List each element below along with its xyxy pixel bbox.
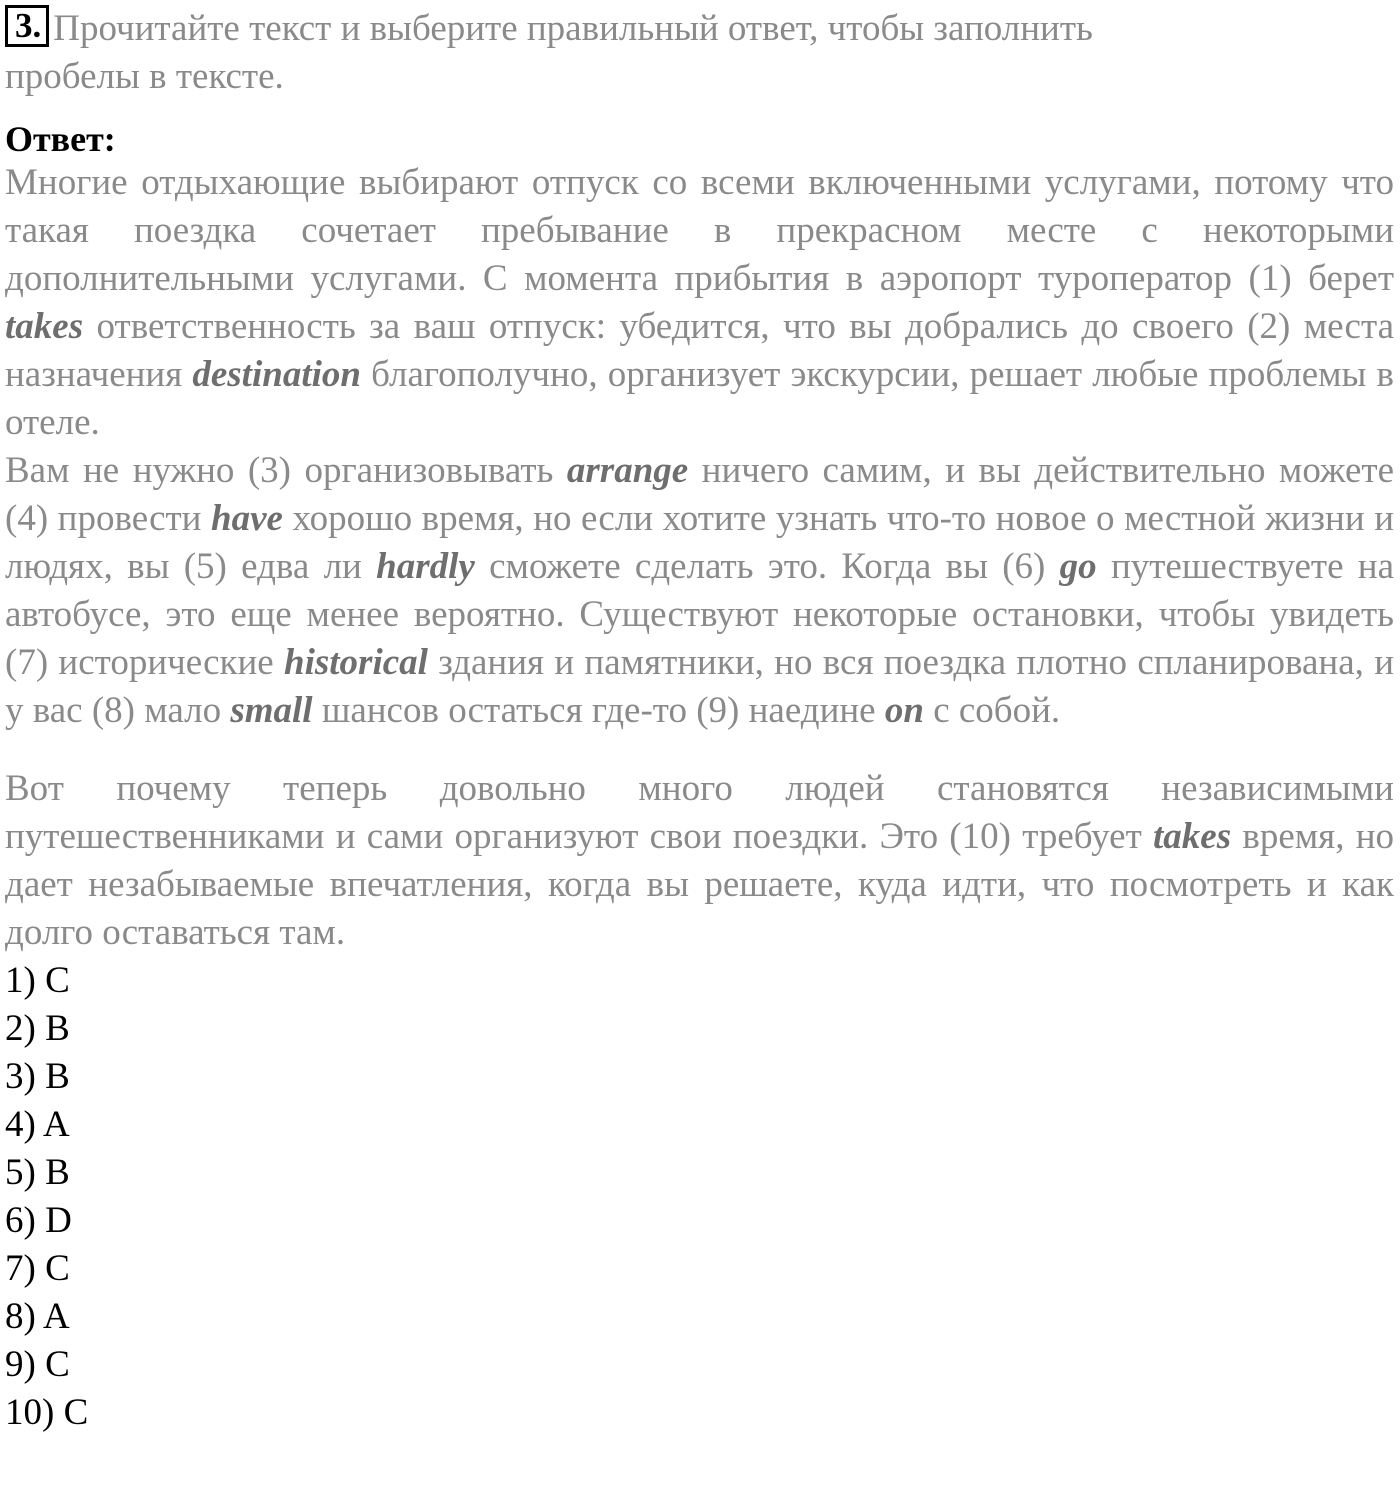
answer-word-8: small bbox=[230, 690, 313, 731]
answer-word-3: arrange bbox=[566, 450, 689, 491]
answer-item-7: 7) C bbox=[5, 1248, 70, 1289]
answer-word-2: destination bbox=[192, 354, 361, 395]
paragraph-3-text-2: время, но дает незабываемые впечатления, когда вы решаете, куда идти, что посмотреть и как долго оставаться там. bbox=[5, 816, 1394, 953]
paragraph-2-text-7: шансов остаться где-то (9) наедине bbox=[312, 690, 885, 731]
paragraph-3-text-1: Вот почему теперь довольно много людей становятся независимыми путешественниками и сами организуют свои поездки. Это (10) требует bbox=[5, 768, 1394, 857]
task-number-box: 3. bbox=[5, 5, 49, 47]
task-instruction-line1: Прочитайте текст и выберите правильный ответ, чтобы заполнить bbox=[53, 8, 1093, 49]
answer-item-4: 4) A bbox=[5, 1104, 70, 1145]
paragraph-2-text-4: сможете сделать это. Когда вы (6) bbox=[474, 546, 1060, 587]
document-page bbox=[0, 5, 1400, 1499]
paragraph-1-text-3: благополучно, организует экскурсии, решает любые проблемы в отеле. bbox=[5, 354, 1394, 443]
paragraph-2-text-6: здания и памятники, но вся поездка плотно спланирована, и у вас (8) мало bbox=[5, 642, 1394, 731]
answer-word-1: takes bbox=[5, 306, 84, 347]
answer-word-5: hardly bbox=[376, 546, 475, 587]
paragraph-1-text-1: Многие отдыхающие выбирают отпуск со всеми включенными услугами, потому что такая поездка сочетает пребывание в прекрасном месте с некоторыми дополнительными услугами. С момента прибытия в аэропорт туроператор (1) берет bbox=[5, 162, 1394, 299]
paragraph-1 bbox=[5, 159, 1394, 447]
answer-item-8: 8) A bbox=[5, 1296, 70, 1337]
answer-item-10: 10) C bbox=[5, 1392, 89, 1433]
paragraph-2-text-2: ничего самим, и вы действительно можете (4) провести bbox=[5, 450, 1395, 539]
paragraph-2-text-8: с собой. bbox=[923, 690, 1061, 731]
answer-item-3: 3) B bbox=[5, 1056, 70, 1097]
answer-word-9: on bbox=[884, 690, 924, 731]
answer-word-7: historical bbox=[284, 642, 428, 683]
answer-label: Ответ: bbox=[5, 119, 116, 159]
answer-word-10: takes bbox=[1153, 816, 1232, 857]
paragraph-1-text-2: ответственность за ваш отпуск: убедится, что вы добрались до своего (2) места назначения bbox=[5, 306, 1394, 395]
answer-item-6: 6) D bbox=[5, 1200, 72, 1241]
answer-word-6: go bbox=[1059, 546, 1097, 587]
answer-item-2: 2) B bbox=[5, 1008, 70, 1049]
paragraph-3 bbox=[5, 765, 1394, 957]
task-header bbox=[5, 5, 1394, 101]
answer-item-1: 1) C bbox=[5, 960, 70, 1001]
paragraph-2 bbox=[5, 447, 1394, 735]
task-instruction-line2: пробелы в тексте. bbox=[5, 56, 284, 97]
paragraph-2-text-3: хорошо время, но если хотите узнать что-то новое о местной жизни и людях, вы (5) едва ли bbox=[5, 498, 1394, 587]
answer-list bbox=[5, 957, 1394, 1437]
answer-item-5: 5) B bbox=[5, 1152, 70, 1193]
answer-item-9: 9) C bbox=[5, 1344, 70, 1385]
paragraph-2-text-5: путешествуете на автобусе, это еще менее вероятно. Существуют некоторые остановки, чтобы увидеть (7) исторические bbox=[5, 546, 1394, 683]
answer-word-4: have bbox=[211, 498, 283, 539]
paragraph-2-text-1: Вам не нужно (3) организовывать bbox=[5, 450, 567, 491]
